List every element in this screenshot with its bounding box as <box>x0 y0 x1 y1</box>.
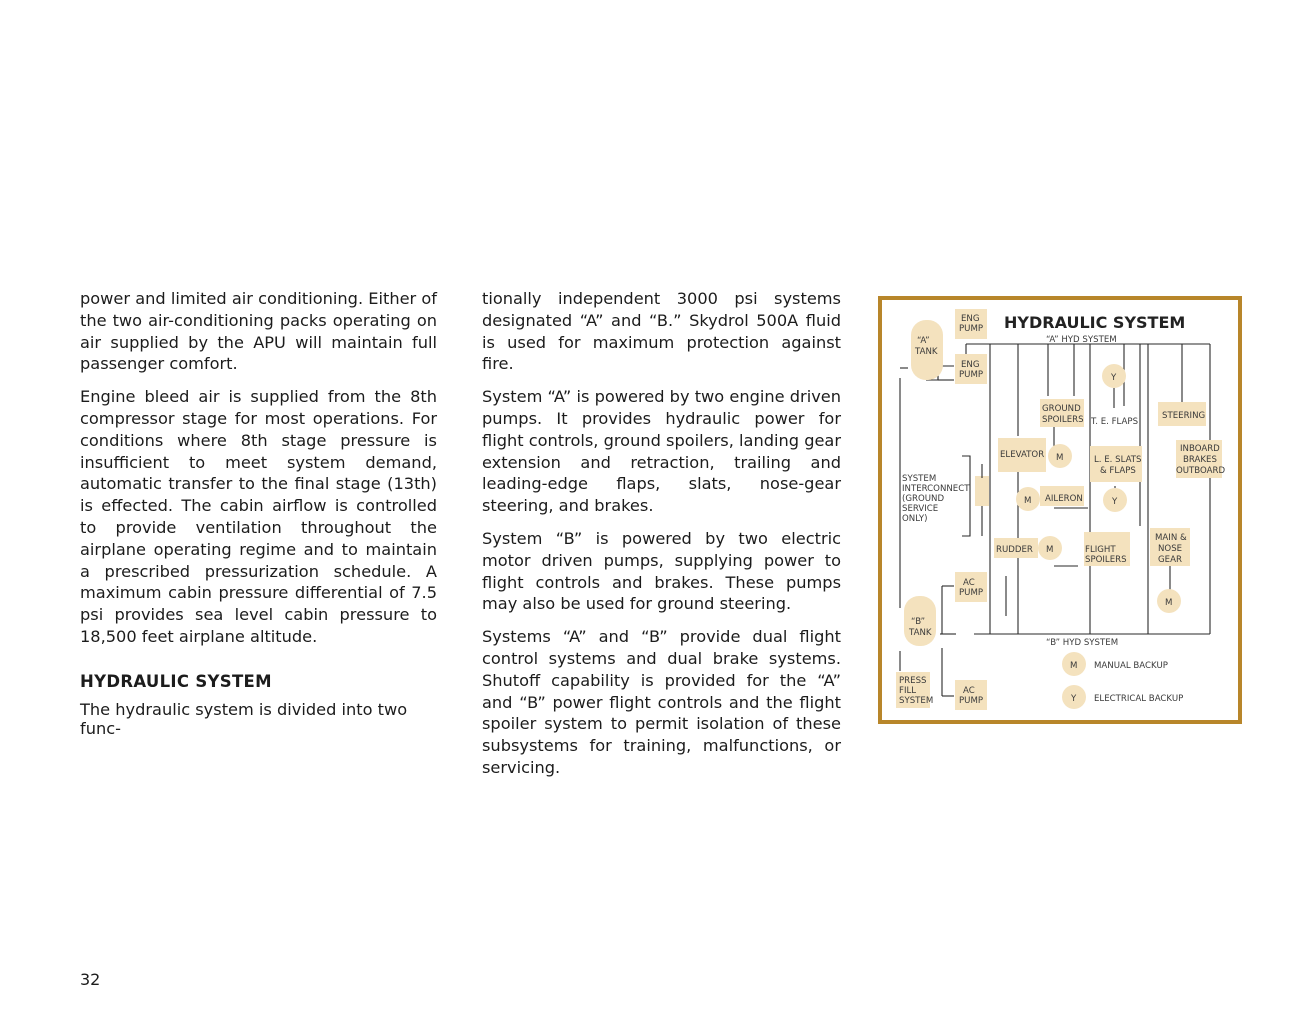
diagram-label: TANK <box>909 628 932 638</box>
diagram-label: M <box>1070 661 1078 671</box>
diagram-label: SYSTEM <box>899 696 934 706</box>
diagram-label: TANK <box>915 347 938 357</box>
diagram-label: GROUND <box>1042 404 1081 414</box>
diagram-label: PUMP <box>959 696 984 706</box>
diagram-label: Y <box>1071 694 1077 704</box>
diagram-label: M <box>1024 496 1032 506</box>
middle-column <box>482 288 841 790</box>
diagram-label: ENG <box>961 360 980 370</box>
diagram-title: HYDRAULIC SYSTEM <box>1004 313 1186 332</box>
diagram-label: PRESS <box>899 676 927 686</box>
paragraph: tionally independent 3000 psi systems designated “A” and “B.” Skydrol 500A fluid is used for maximum protection against fire. <box>482 289 841 374</box>
diagram-label: & FLAPS <box>1100 466 1136 476</box>
diagram-label: (GROUND <box>902 494 945 504</box>
diagram-label: GEAR <box>1158 555 1182 565</box>
section-heading: HYDRAULIC SYSTEM <box>80 672 272 691</box>
diagram-label: INBOARD <box>1180 444 1220 454</box>
diagram-label: MAIN & <box>1155 533 1187 543</box>
diagram-label: INTERCONNECT <box>902 484 970 494</box>
diagram-label: FLIGHT <box>1085 545 1116 555</box>
diagram-label: Y <box>1111 373 1117 383</box>
section-intro: The hydraulic system is divided into two func- <box>80 700 408 738</box>
diagram-label: PUMP <box>959 324 984 334</box>
diagram-label: NOSE <box>1158 544 1183 554</box>
diagram-label: STEERING <box>1162 411 1206 421</box>
hydraulic-system-diagram <box>878 296 1242 724</box>
diagram-label: Y <box>1112 497 1118 507</box>
a-system-label: “A” HYD SYSTEM <box>1046 335 1117 345</box>
diagram-label: AC <box>963 578 975 588</box>
diagram-label: ONLY) <box>902 514 928 524</box>
paragraph: System “B” is powered by two electric motor driven pumps, supplying power to flight controls and brakes. These pumps may also be used for ground steering. <box>482 528 841 614</box>
diagram-label: M <box>1046 545 1054 555</box>
diagram-label: SPOILERS <box>1085 555 1127 565</box>
diagram-label: OUTBOARD <box>1176 466 1226 476</box>
left-column <box>80 288 437 659</box>
a-tank-label: “A” <box>917 336 930 346</box>
diagram-label: L. E. SLATS <box>1094 455 1142 465</box>
diagram-label: ELEVATOR <box>1000 450 1045 460</box>
paragraph: Engine bleed air is supplied from the 8th compressor stage for most operations. For conditions where 8th stage pressure is insufficient to meet system demand, automatic transfer to the final stage (13th) is effected. The cabin airflow is controlled to provide ventilation throughout the airplane operating regime and to maintain a prescribed pressurization schedule. A maximum cabin pressure differential of 7.5 psi provides sea level cabin pressure to 18,500 feet airplane altitude. <box>80 387 437 646</box>
diagram-label: ENG <box>961 314 980 324</box>
legend-electrical-backup: ELECTRICAL BACKUP <box>1094 694 1184 704</box>
diagram-label: SYSTEM <box>902 474 937 484</box>
diagram-label: M <box>1165 598 1173 608</box>
paragraph: System “A” is powered by two engine driven pumps. It provides hydraulic power for flight controls, ground spoilers, landing gear extension and retraction, trailing and leading-edge flaps, slats, nose-gear steering, and brakes. <box>482 387 841 516</box>
te-flaps-label: T. E. FLAPS <box>1091 417 1139 427</box>
b-system-label: “B” HYD SYSTEM <box>1046 638 1119 648</box>
page-number: 32 <box>80 970 101 989</box>
paragraph: Systems “A” and “B” provide dual flight control systems and dual brake systems. Shutoff capability is provided for the “A” and “B” power flight controls and the flight spoiler system to permit isolation of these subsystems for training, malfunctions, or servicing. <box>482 627 841 777</box>
diagram-label: BRAKES <box>1183 455 1217 465</box>
diagram-label: PUMP <box>959 370 984 380</box>
diagram-label: PUMP <box>959 588 984 598</box>
diagram-label: AC <box>963 686 975 696</box>
diagram-label: RUDDER <box>996 545 1033 555</box>
legend-manual-backup: MANUAL BACKUP <box>1094 661 1168 671</box>
diagram-label: AILERON <box>1045 494 1083 504</box>
interconnect-valve <box>975 476 989 506</box>
diagram-label: FILL <box>899 686 917 696</box>
diagram-label: SERVICE <box>902 504 939 514</box>
diagram-label: SPOILERS <box>1042 415 1084 425</box>
diagram-label: “B” <box>911 617 926 627</box>
diagram-label: M <box>1056 453 1064 463</box>
paragraph: power and limited air conditioning. Either of the two air-conditioning packs operating on air supplied by the APU will maintain full passenger comfort. <box>80 289 437 374</box>
